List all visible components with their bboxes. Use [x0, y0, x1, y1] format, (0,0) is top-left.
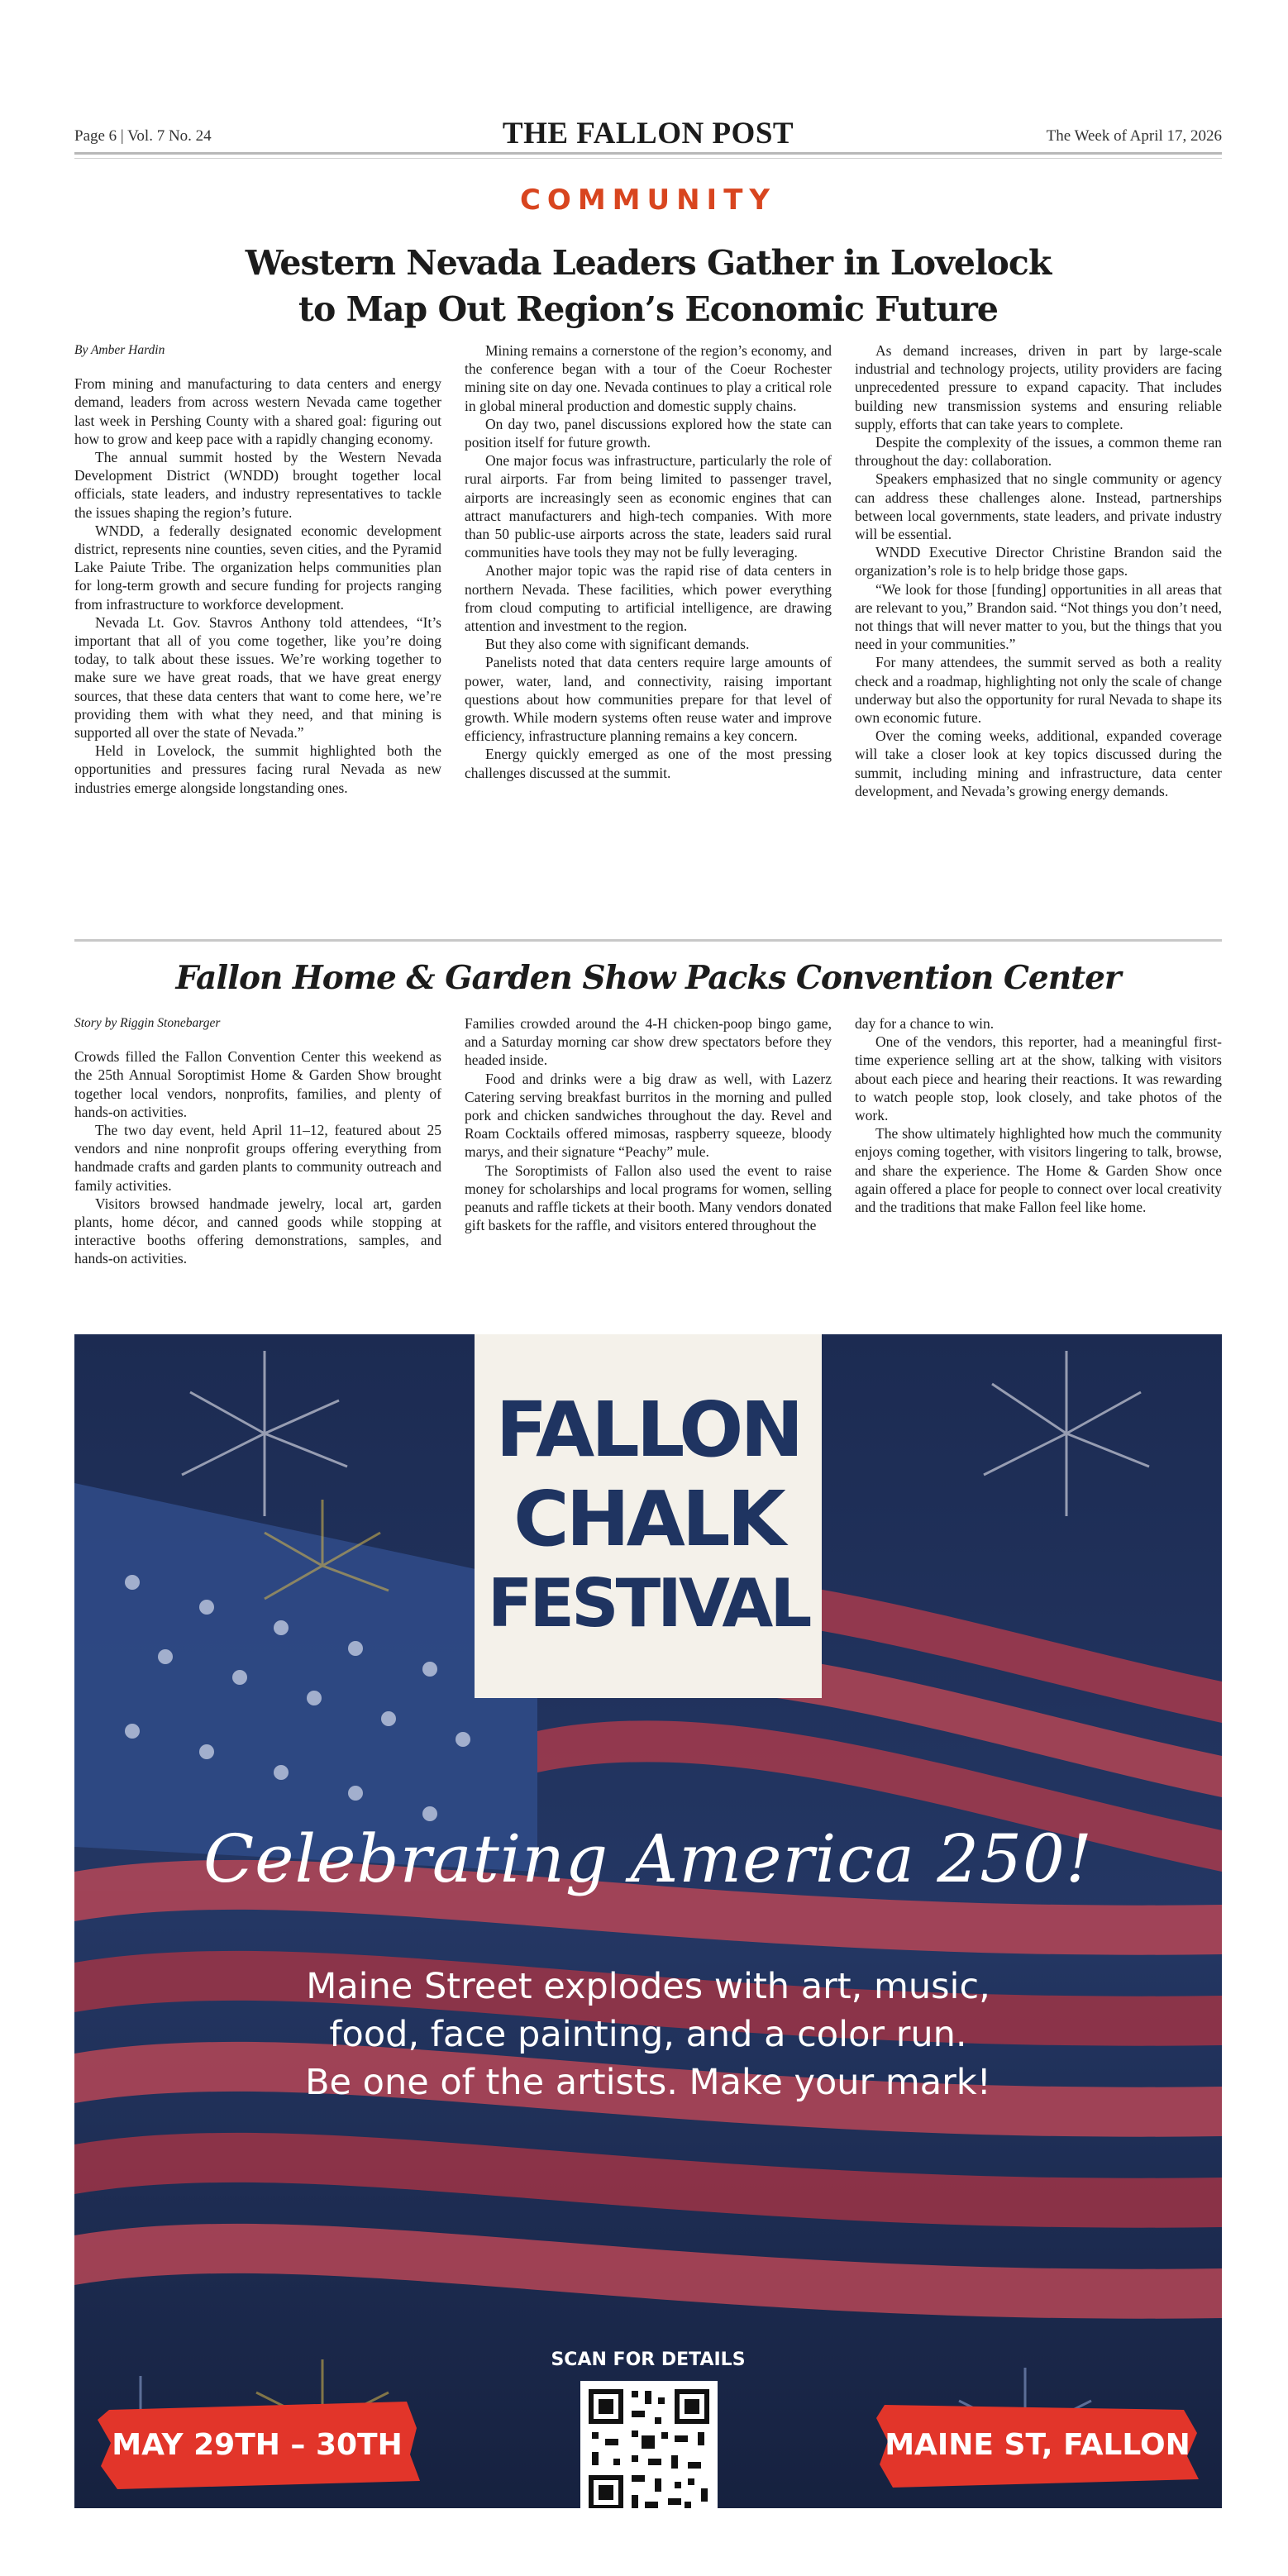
ad-body-line: Be one of the artists. Make your mark!: [305, 2062, 991, 2103]
location-text: MAINE ST, FALLON: [885, 2428, 1190, 2462]
issue-date: The Week of April 17, 2026: [1046, 127, 1222, 145]
paragraph: WNDD, a federally designated economic development district, represents nine counties, seven cities, and the Pyramid Lake Paiute Tribe. The organization helps communities plan for long-term growth and secure funding for projects ranging from infrastructure to workforce development.: [74, 522, 441, 613]
festival-logo: [475, 1334, 822, 1698]
date-tag: [93, 2395, 422, 2494]
paragraph: Food and drinks were a big draw as well, with Lazerz Catering serving breakfast burritos in the morning and pulled pork and chicken sandwiches throughout the day. Revel and Roam Cocktails offered mimosas, raspberry squeeze, bloody marys, and their signature “Peachy” mule.: [465, 1070, 832, 1161]
paragraph: Over the coming weeks, additional, expanded coverage will take a closer look at key topics discussed during the summit, including mining and infrastructure, data center development, and Nevada’s growing energy demands.: [855, 727, 1222, 799]
article1-byline: By Amber Hardin: [74, 343, 165, 357]
paragraph: WNDD Executive Director Christine Brandon said the organization’s role is to help bridge those gaps.: [855, 544, 1222, 580]
qr-code-icon: [580, 2381, 718, 2508]
paragraph: Families crowded around the 4-H chicken-poop bingo game, and a Saturday morning car show drew spectators before they headed inside.: [465, 1015, 832, 1069]
ad-body-line: Maine Street explodes with art, music,: [306, 1966, 990, 2007]
paragraph: But they also come with significant demands.: [485, 636, 750, 653]
paragraph: One of the vendors, this reporter, had a meaningful first-time experience selling art at the show, talking with visitors about each piece and hearing their reactions. It was rewarding to watch people stop, look closely, and take photos of the work.: [855, 1033, 1222, 1124]
paragraph: Visitors browsed handmade jewelry, local art, garden plants, home décor, and canned goods while stopping at interactive booths offering demonstrations, samples, and hands-on activities.: [74, 1195, 441, 1267]
paragraph: From mining and manufacturing to data centers and energy demand, leaders from across western Nevada came together last week in Pershing County with a shared goal: figuring out how to grow and keep pace with a rapidly changing economy.: [74, 375, 441, 447]
article2-column-1: [74, 1014, 441, 1268]
paragraph: Mining remains a cornerstone of the region’s economy, and the conference began with a tour of the Coeur Rochester mining site on day one. Nevada continues to play a critical role in global mineral production and domestic supply chains.: [465, 342, 832, 414]
headline-line: Western Nevada Leaders Gather in Lovelock: [245, 243, 1052, 283]
paragraph: Energy quickly emerged as one of the most pressing challenges discussed at the summit.: [465, 746, 832, 781]
scan-label: SCAN FOR DETAILS: [551, 2349, 746, 2370]
headline-line: to Map Out Region’s Economic Future: [298, 289, 998, 329]
article1-column-3: [855, 341, 1222, 800]
article2-headline: Fallon Home & Garden Show Packs Convention Center: [175, 959, 1121, 997]
qr-code[interactable]: [580, 2381, 718, 2508]
paragraph: Despite the complexity of the issues, a common theme ran throughout the day: collaboration.: [855, 434, 1222, 470]
masthead-rule-thin: [74, 158, 1222, 159]
page-info: Page 6 | Vol. 7 No. 24: [74, 127, 212, 145]
ad-body-text: [74, 1963, 1222, 2106]
logo-text: CHALK: [513, 1475, 783, 1563]
paragraph: Nevada Lt. Gov. Stavros Anthony told attendees, “It’s important that all of you come together, like you’re doing today, to talk about these issues. We’re working together to make sure we have great roads, that we have great energy sources, that these data centers that want to come here, we’re providing them with what they need, and that mining is supported all over the state of Nevada.”: [74, 613, 441, 742]
masthead: [74, 116, 1222, 149]
paragraph: Speakers emphasized that no single community or agency can address these challenges alone. Instead, partnerships between local governments, state leaders, and private industry will be essential.: [855, 470, 1222, 543]
paragraph: The Soroptimists of Fallon also used the event to raise money for scholarships and local programs for women, selling peanuts and raffle tickets at their booth. Many vendors donated gift baskets for the raffle, and visitors entered throughout the: [465, 1162, 832, 1234]
paragraph: On day two, panel discussions explored how the state can position itself for future growth.: [465, 415, 832, 451]
paragraph: One major focus was infrastructure, particularly the role of rural airports. Far from being limited to passenger travel, airports are increasingly seen as economic engines that can attract manufacturers and high-tech companies. With more than 50 public-use airports across the state, leaders said rural communities have tools they may not be fully leveraging.: [465, 452, 832, 561]
paragraph: “We look for those [funding] opportunities in all areas that are relevant to you,” Brandon said. “Not things you don’t need, not things that will never matter to you, but the things that you need in your communities.”: [855, 580, 1222, 653]
article-divider: [74, 939, 1222, 942]
article1-column-2: [465, 341, 832, 800]
paragraph: Crowds filled the Fallon Convention Center this weekend as the 25th Annual Soroptimist Home & Garden Show brought together local vendors, nonprofits, families, and plenty of hands-on activities.: [74, 1048, 441, 1120]
logo-text: FESTIVAL: [487, 1565, 809, 1642]
paragraph: day for a chance to win.: [855, 1015, 995, 1032]
masthead-rule: [74, 152, 1222, 155]
paragraph: The two day event, held April 11–12, featured about 25 vendors and nine nonprofit groups offering everything from handmade crafts and garden plants to community outreach and family activities.: [74, 1122, 441, 1194]
article2-body: [74, 1014, 1222, 1268]
article2-column-2: [465, 1014, 832, 1268]
paragraph: The show ultimately highlighted how much the community enjoys coming together, with visitors lingering to talk, browse, and share the experience. The Home & Garden Show once again offered a place for people to connect over local creativity and the traditions that make Fallon feel like home.: [855, 1125, 1222, 1216]
paragraph: Held in Lovelock, the summit highlighted both the opportunities and pressures facing rural Nevada as new industries emerge alongside longstanding ones.: [74, 742, 441, 796]
paragraph: The annual summit hosted by the Western Nevada Development District (WNDD) brought together local officials, state leaders, and industry representatives to tackle the issues shaping the region’s future.: [74, 449, 441, 521]
section-label: COMMUNITY: [519, 184, 777, 217]
newspaper-title: THE FALLON POST: [502, 117, 794, 150]
ad-body-line: food, face painting, and a color run.: [329, 2014, 967, 2055]
article2-byline: Story by Riggin Stonebarger: [74, 1016, 221, 1030]
paragraph: For many attendees, the summit served as both a reality check and a roadmap, highlighting not only the scale of change underway but also the opportunity for rural Nevada to shape its own economic future.: [855, 654, 1222, 727]
ad-headline: Celebrating America 250!: [203, 1820, 1094, 1897]
paragraph: Another major topic was the rapid rise of data centers in northern Nevada. These facilities, which power everything from cloud computing to artificial intelligence, are drawing attention and investment to the region.: [465, 562, 832, 635]
article2-column-3: [855, 1014, 1222, 1268]
location-tag: [873, 2395, 1202, 2494]
paragraph: Panelists noted that data centers require large amounts of power, water, land, and connectivity, raising important questions about how communities prepare for that level of growth. While modern systems often reuse water and improve efficiency, infrastructure planning remains a key concern.: [465, 654, 832, 745]
paragraph: As demand increases, driven in part by large-scale industrial and technology projects, utility providers are facing unprecedented pressure to expand capacity. That includes building new transmission systems and ensuring reliable supply, efforts that can take years to complete.: [855, 342, 1222, 432]
chalk-festival-ad: [74, 1334, 1222, 2508]
article1-headline: [74, 240, 1222, 332]
date-text: MAY 29TH – 30TH: [112, 2428, 403, 2462]
article1-body: [74, 341, 1222, 800]
article1-column-1: [74, 341, 441, 800]
logo-text: FALLON: [495, 1386, 801, 1474]
